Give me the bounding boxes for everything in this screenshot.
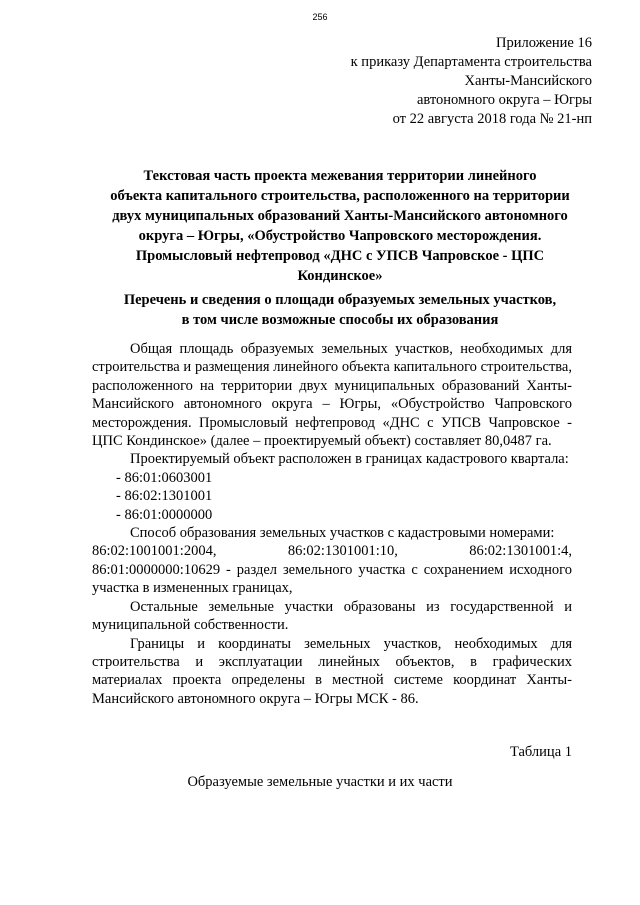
- cadastral-codes-row: [92, 542, 572, 560]
- paragraph-location: Проектируемый объект расположен в границах кадастрового квартала:: [130, 451, 569, 468]
- title-line: округа – Югры, «Обустройство Чапровского месторождения.: [138, 228, 542, 244]
- table-label: Таблица 1: [509, 744, 572, 760]
- title-line: Текстовая часть проекта межевания территории линейного: [143, 168, 537, 184]
- page-number: 256: [312, 12, 328, 22]
- heading-line: Перечень и сведения о площади образуемых земельных участков,: [123, 292, 557, 308]
- heading-line: в том числе возможные способы их образования: [181, 312, 499, 328]
- paragraph-method-intro: Способ образования земельных участков с кадастровыми номерами:: [130, 525, 555, 542]
- paragraph-area: Общая площадь образуемых земельных участков, необходимых для строительства и размещения линейного объекта капитального строительства, расположенного на территории двух муниципальных образований Ханты-Мансийского автономного округа – Югры, «Обустройство Чапровского месторождения. Промысловый нефтепровод «ДНС с УПСВ Чапровское - ЦПС Кондинское» (далее – проектируемый объект) составляет 80,0487 га.: [92, 341, 572, 450]
- cadastral-code: 86:02:1301001:10,: [287, 543, 398, 560]
- appendix-line: от 22 августа 2018 года № 21-нп: [392, 111, 592, 127]
- cadastral-item: - 86:01:0603001: [116, 469, 213, 486]
- appendix-line: к приказу Департамента строительства: [350, 54, 592, 70]
- cadastral-code: 86:02:1001001:2004,: [92, 543, 217, 560]
- cadastral-item: - 86:01:0000000: [116, 506, 213, 523]
- body-text: [92, 340, 572, 708]
- paragraph-ownership: Остальные земельные участки образованы из государственной и муниципальной собственности.: [92, 598, 572, 634]
- title-line: двух муниципальных образований Ханты-Мансийского автономного: [112, 208, 568, 224]
- paragraph-method-rest: 86:01:0000000:10629 - раздел земельного участка с сохранением исходного участка в измененных границах,: [92, 561, 572, 597]
- cadastral-code: 86:02:1301001:4,: [469, 543, 572, 560]
- appendix-line: Приложение 16: [496, 35, 592, 51]
- appendix-header: [351, 34, 592, 129]
- section-heading: [90, 290, 590, 330]
- paragraph-coordinates: Границы и координаты земельных участков, необходимых для строительства и эксплуатации линейных объектов, в графических материалах проекта определены в местной системе координат Ханты-Мансийского автономного округа – Югры МСК - 86.: [92, 635, 572, 707]
- title-line: объекта капитального строительства, расположенного на территории: [110, 188, 570, 204]
- table-title: Образуемые земельные участки и их части: [187, 774, 453, 790]
- cadastral-item: - 86:02:1301001: [116, 488, 213, 505]
- title-line: Промысловый нефтепровод «ДНС с УПСВ Чапровское - ЦПС: [135, 248, 545, 264]
- appendix-line: Ханты-Мансийского: [464, 73, 592, 89]
- title-line: Кондинское»: [297, 268, 383, 284]
- document-title: [90, 166, 590, 286]
- appendix-line: автономного округа – Югры: [416, 92, 592, 108]
